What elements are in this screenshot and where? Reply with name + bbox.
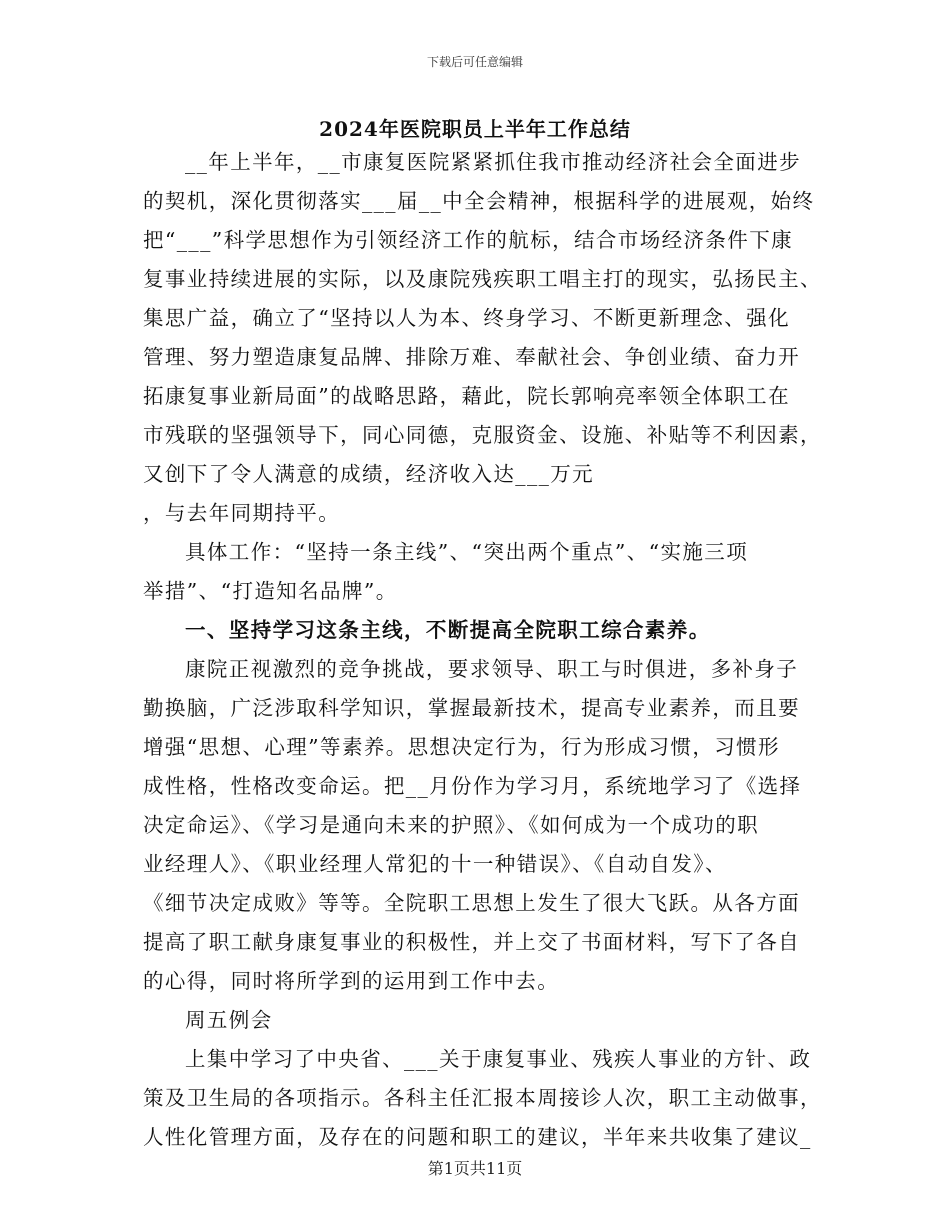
- text-line: 具体工作：“坚持一条主线”、“突出两个重点”、“实施三项: [185, 540, 749, 564]
- text-line: 业经理人》、《职业经理人常犯的十一种错误》、《自动自发》、: [143, 852, 727, 876]
- text-line: 集思广益，确立了“坚持以人为本、终身学习、不断更新理念、强化: [143, 306, 790, 330]
- text-line: 成性格，性格改变命运。把__月份作为学习月，系统地学习了《选择: [143, 774, 802, 798]
- text-line: 的契机，深化贯彻落实___届__中全会精神，根据科学的进展观，始终: [143, 189, 815, 213]
- text-line: 又创下了令人满意的成绩，经济收入达___万元: [143, 462, 595, 486]
- section-heading: 一、坚持学习这条主线，不断提高全院职工综合素养。: [185, 618, 711, 642]
- text-line: __年上半年，__市康复医院紧紧抓住我市推动经济社会全面进步: [185, 150, 801, 174]
- text-line: ，与去年同期持平。: [143, 501, 341, 525]
- text-line: 上集中学习了中央省、___关于康复事业、残疾人事业的方针、政: [185, 1047, 812, 1071]
- text-line: 康院正视激烈的竞争挑战，要求领导、职工与时俱进，多补身子: [185, 657, 799, 681]
- text-line: 管理、努力塑造康复品牌、排除万难、奉献社会、争创业绩、奋力开: [143, 345, 800, 369]
- text-line: 复事业持续进展的实际，以及康院残疾职工唱主打的现实，弘扬民主、: [143, 267, 822, 291]
- text-line: 把“___”科学思想作为引领经济工作的航标，结合市场经济条件下康: [143, 228, 794, 252]
- text-line: 决定命运》、《学习是通向未来的护照》、《如何成为一个成功的职: [143, 813, 759, 837]
- text-line: 策及卫生局的各项指示。各科主任汇报本周接诊人次，职工主动做事，: [143, 1086, 822, 1110]
- text-line: 《细节决定成败》等等。全院职工思想上发生了很大飞跃。从各方面: [143, 891, 800, 915]
- text-line: 周五例会: [185, 1008, 273, 1032]
- text-line: 勤换脑，广泛涉取科学知识，掌握最新技术，提高专业素养，而且要: [143, 696, 800, 720]
- text-line: 人性化管理方面，及存在的问题和职工的建议，半年来共收集了建议_: [143, 1125, 812, 1149]
- text-line: 拓康复事业新局面”的战略思路，藉此，院长郭响亮率领全体职工在: [143, 384, 790, 408]
- header-note: 下载后可任意编辑: [426, 55, 523, 69]
- text-line: 市残联的坚强领导下，同心同德，克服资金、设施、补贴等不利因素，: [143, 423, 822, 447]
- document-title: 2024年医院职员上半年工作总结: [319, 117, 631, 141]
- text-line: 的心得，同时将所学到的运用到工作中去。: [143, 969, 560, 993]
- text-line: 增强“思想、心理”等素养。思想决定行为，行为形成习惯，习惯形: [143, 735, 780, 759]
- page-footer: 第1页共11页: [427, 1159, 523, 1178]
- text-line: 提高了职工献身康复事业的积极性，并上交了书面材料，写下了各自: [143, 930, 800, 954]
- document-body: [143, 143, 822, 1157]
- text-line: 举措”、“打造知名品牌”。: [143, 579, 398, 603]
